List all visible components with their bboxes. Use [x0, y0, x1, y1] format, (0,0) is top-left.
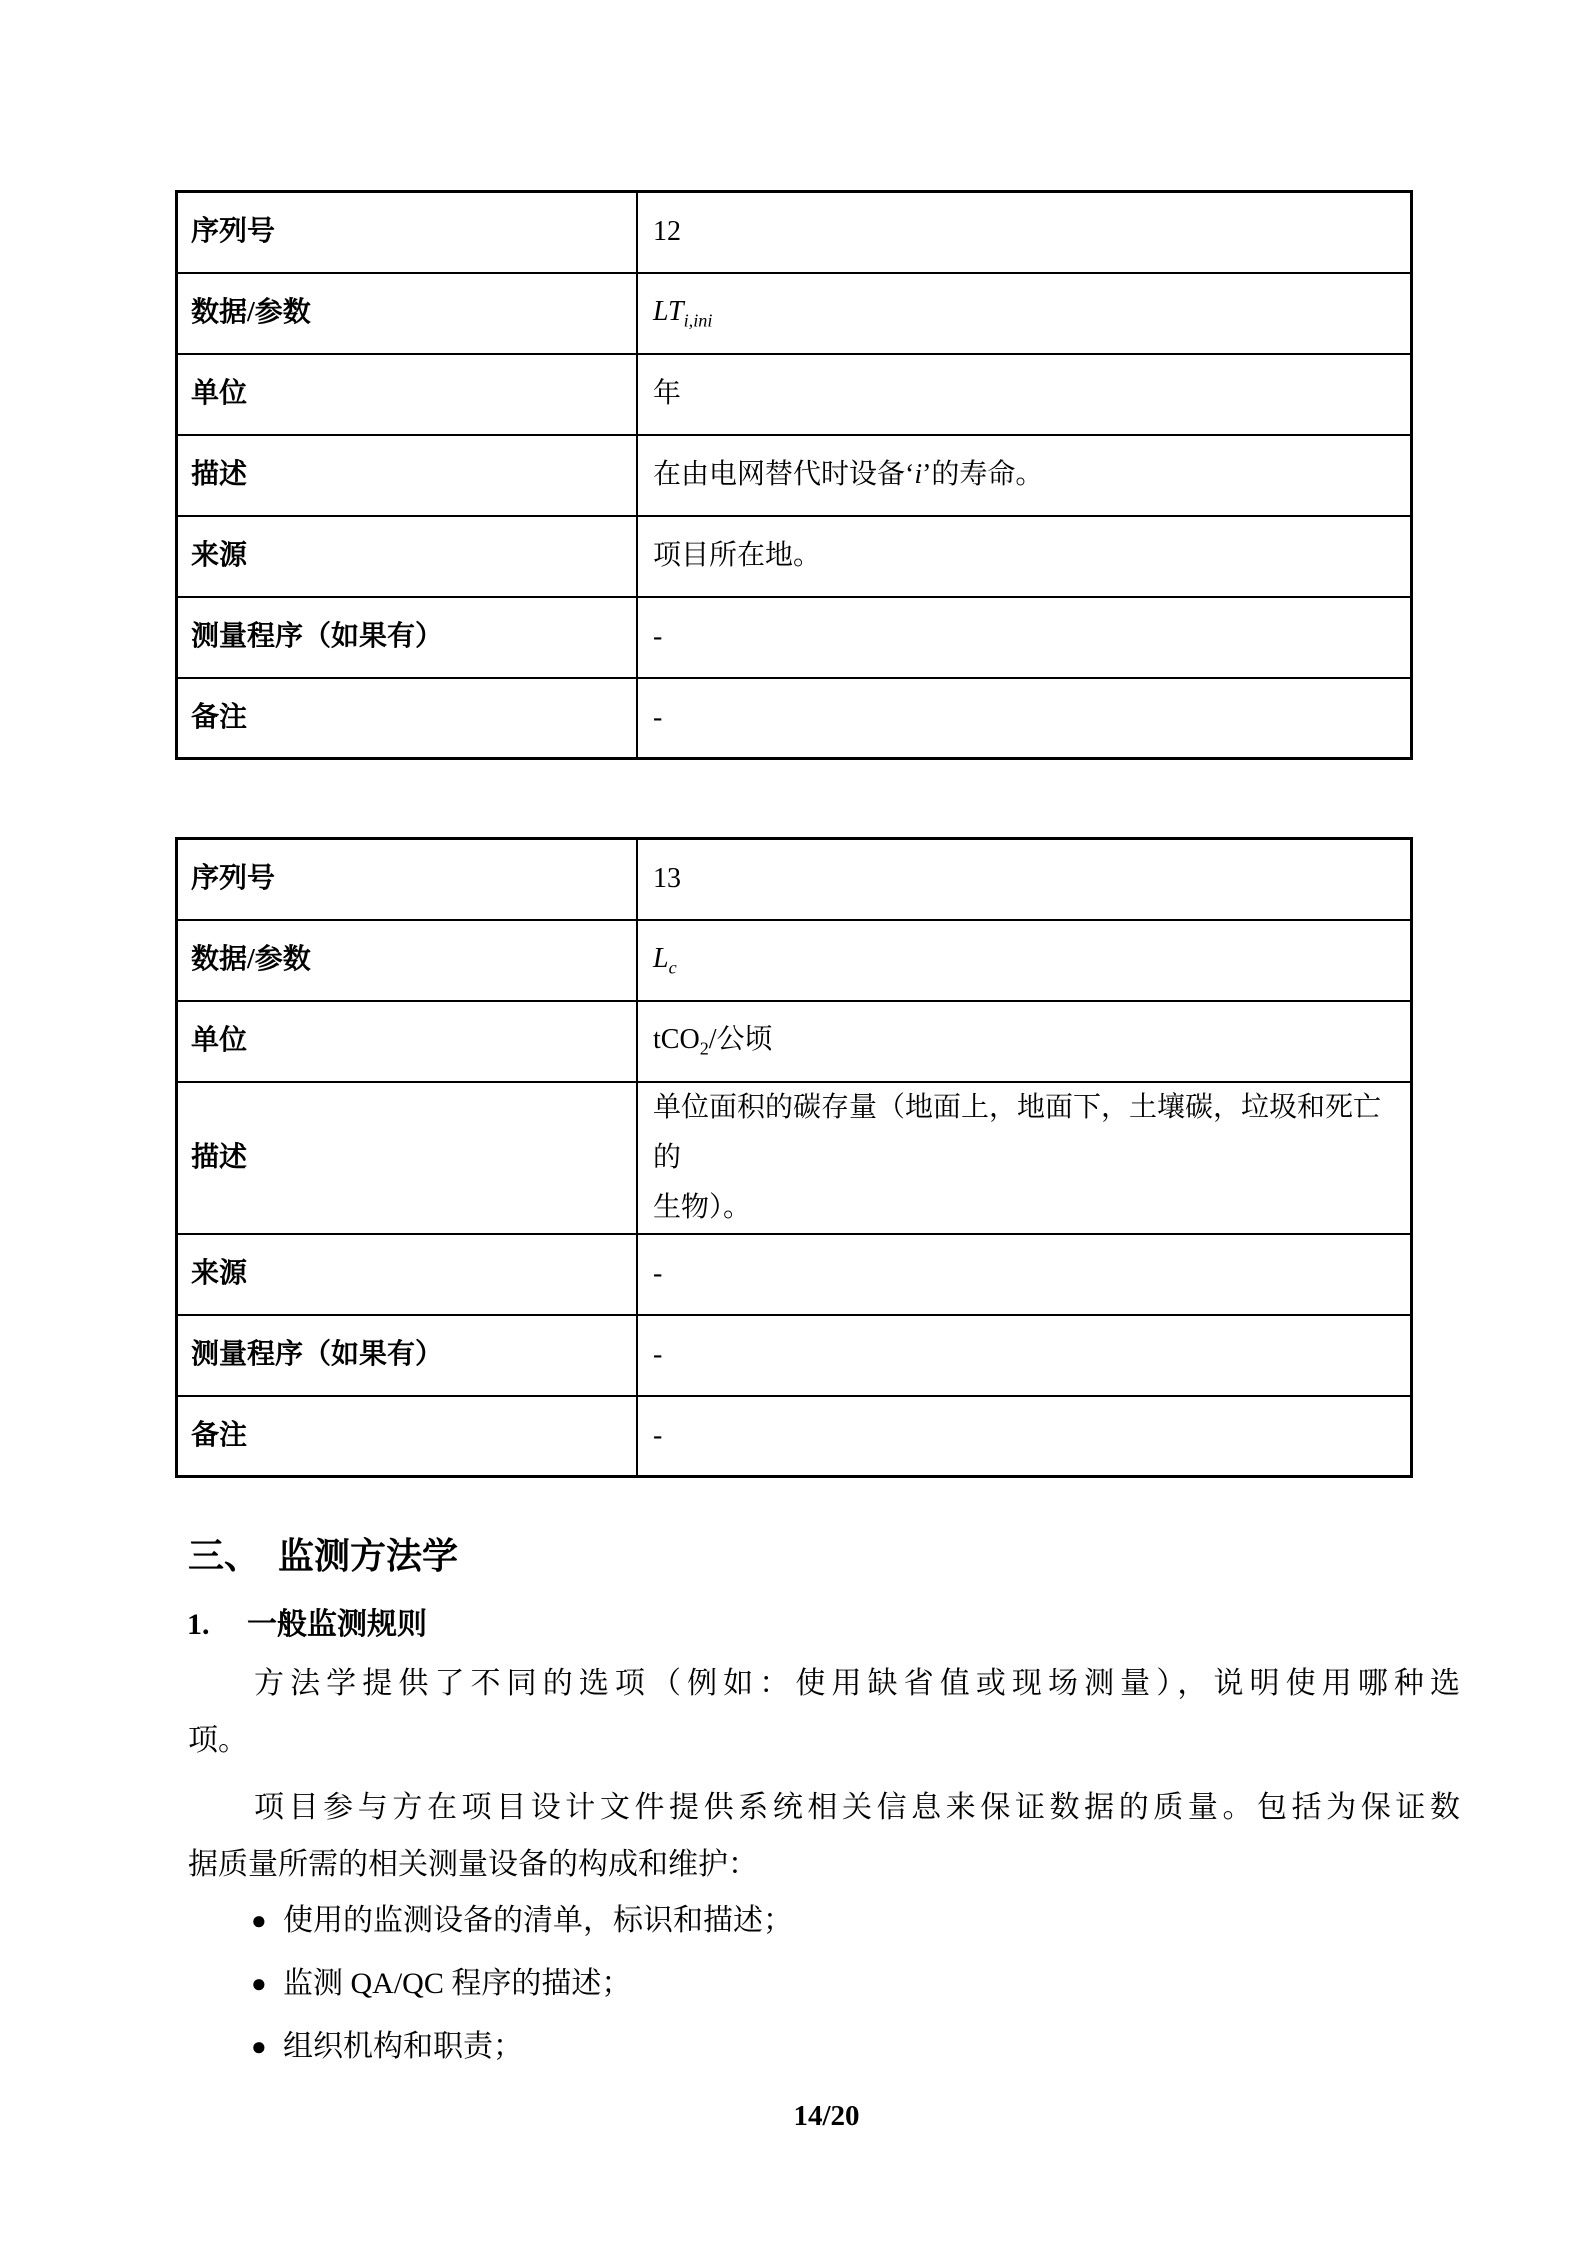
paragraph-line: 方法学提供了不同的选项（例如：使用缺省值或现场测量），说明使用哪种选	[254, 1667, 1460, 1700]
row-label-data-parameter: 数据/参数	[177, 920, 638, 1001]
description-text: 在由电网替代时设备‘	[653, 459, 915, 491]
table-row	[177, 516, 1412, 597]
unit-text: /公顷	[708, 1023, 773, 1055]
row-value-data-parameter	[637, 273, 1412, 354]
page-number: 14/20	[793, 2100, 860, 2132]
bullet-text: 监测 QA/QC 程序的描述；	[283, 1967, 632, 2000]
paragraph	[188, 1779, 1460, 1893]
subsection-heading	[187, 1605, 427, 1644]
row-value-description	[637, 435, 1412, 516]
row-label-remark: 备注	[177, 1396, 638, 1477]
variable-i: i	[914, 459, 923, 491]
parameter-table-13	[175, 837, 1413, 1478]
table-row	[177, 597, 1412, 678]
row-label-measurement-procedure: 测量程序（如果有）	[177, 1315, 638, 1396]
bullet-icon: ●	[251, 1969, 267, 1998]
bullet-item	[188, 2018, 1460, 2075]
row-value-source: -	[637, 1234, 1412, 1315]
paragraph-line: 据质量所需的相关测量设备的构成和维护：	[188, 1848, 758, 1881]
table-row	[177, 192, 1412, 273]
unit-subscript: 2	[699, 1038, 709, 1059]
table-row	[177, 354, 1412, 435]
row-label-measurement-procedure: 测量程序（如果有）	[177, 597, 638, 678]
table-row	[177, 920, 1412, 1001]
formula	[653, 942, 677, 978]
row-label-sequence-number: 序列号	[177, 192, 638, 273]
section-title: 监测方法学	[278, 1536, 459, 1576]
table-row	[177, 1315, 1412, 1396]
table-row	[177, 1082, 1412, 1234]
paragraph	[188, 1655, 1460, 1769]
row-value-description	[637, 1082, 1412, 1234]
formula-subscript: c	[668, 957, 677, 978]
row-label-unit: 单位	[177, 1001, 638, 1082]
table-row	[177, 435, 1412, 516]
row-label-sequence-number: 序列号	[177, 839, 638, 920]
row-value-measurement-procedure: -	[637, 597, 1412, 678]
bullet-text: 组织机构和职责；	[283, 2030, 523, 2063]
formula	[653, 295, 713, 331]
row-value-unit	[637, 1001, 1412, 1082]
bullet-list	[188, 1892, 1460, 2081]
bullet-text: 使用的监测设备的清单，标识和描述；	[283, 1904, 793, 1937]
description-line: 生物）。	[653, 1191, 752, 1223]
row-label-source: 来源	[177, 516, 638, 597]
table-row	[177, 1001, 1412, 1082]
row-value-sequence-number: 13	[637, 839, 1412, 920]
bullet-item	[188, 1892, 1460, 1949]
subsection-title: 一般监测规则	[247, 1608, 427, 1641]
bullet-icon: ●	[251, 1906, 267, 1935]
paragraph-line: 项。	[188, 1724, 248, 1757]
paragraph-line: 项目参与方在项目设计文件提供系统相关信息来保证数据的质量。包括为保证数	[254, 1791, 1460, 1824]
row-label-description: 描述	[177, 1082, 638, 1234]
row-value-unit: 年	[637, 354, 1412, 435]
formula-base: LT	[653, 295, 684, 327]
bullet-icon: ●	[251, 2032, 267, 2061]
subsection-number: 1.	[187, 1608, 210, 1641]
bullet-item	[188, 1955, 1460, 2012]
row-label-data-parameter: 数据/参数	[177, 273, 638, 354]
row-value-data-parameter	[637, 920, 1412, 1001]
row-value-remark: -	[637, 678, 1412, 759]
row-label-source: 来源	[177, 1234, 638, 1315]
description-text: ’的寿命。	[922, 459, 1044, 491]
section-number: 三、	[188, 1536, 261, 1576]
formula-base: L	[653, 942, 669, 974]
table-row	[177, 1396, 1412, 1477]
parameter-table-12	[175, 190, 1413, 760]
section-heading	[188, 1533, 458, 1580]
table-row	[177, 678, 1412, 759]
unit-text: tCO	[653, 1023, 700, 1055]
table-row	[177, 839, 1412, 920]
row-label-remark: 备注	[177, 678, 638, 759]
row-label-unit: 单位	[177, 354, 638, 435]
table-row	[177, 1234, 1412, 1315]
row-value-source: 项目所在地。	[637, 516, 1412, 597]
formula-subscript: i,ini	[683, 310, 713, 331]
table-row	[177, 273, 1412, 354]
row-value-sequence-number: 12	[637, 192, 1412, 273]
description-line: 单位面积的碳存量（地面上，地面下，土壤碳，垃圾和死亡的	[653, 1091, 1382, 1173]
row-value-remark: -	[637, 1396, 1412, 1477]
row-label-description: 描述	[177, 435, 638, 516]
row-value-measurement-procedure: -	[637, 1315, 1412, 1396]
